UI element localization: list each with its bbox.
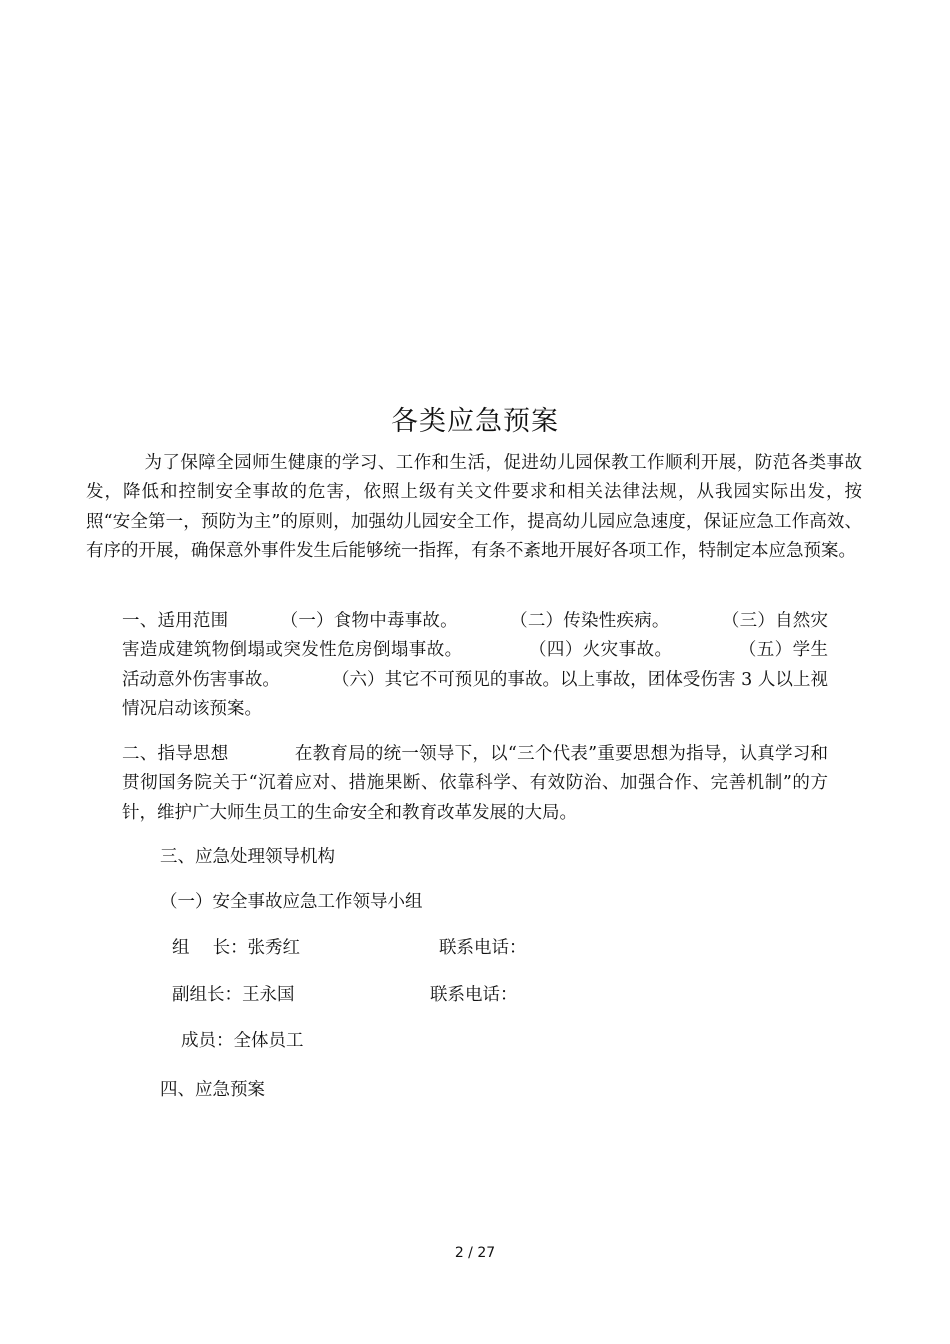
- guide-heading: 二、指导思想: [122, 744, 229, 764]
- scope-item: （一）食物中毒事故。: [280, 611, 458, 631]
- scope-item: （五）学生活动意外伤害事故。: [122, 640, 829, 690]
- plan-heading: 四、应急预案: [160, 1080, 265, 1100]
- members-line: 成员：全体员工: [181, 1031, 304, 1051]
- organization-heading: 三、应急处理领导机构: [160, 847, 335, 867]
- scope-item: （六）其它不可预见的事故。以上事故，团体受伤害 3 人以上视情况启动该预案。: [122, 669, 829, 719]
- intro-paragraph: [86, 449, 862, 567]
- scope-item: （二）传染性疾病。: [509, 611, 670, 631]
- scope-item: （三）自然灾害造成建筑物倒塌或突发性危房倒塌事故。: [122, 611, 829, 661]
- deputy-line: 副组长：王永国: [172, 985, 295, 1005]
- guide-text: 在教育局的统一领导下，以“三个代表”重要思想为指导，认真学习和贯彻国务院关于“沉着应对、措施果断、依靠科学、有效防治、加强合作、完善机制”的方针，维护广大师生员工的生命安全和教育改革发展的大局。: [122, 744, 828, 823]
- document-title: 各类应急预案: [391, 406, 559, 437]
- deputy-phone: 联系电话：: [430, 985, 518, 1005]
- scope-item: （四）火灾事故。: [528, 640, 673, 661]
- group-title: （一）安全事故应急工作领导小组: [160, 892, 423, 912]
- page-number: 2 / 27: [454, 1245, 496, 1261]
- intro-text: 为了保障全园师生健康的学习、工作和生活，促进幼儿园保教工作顺利开展，防范各类事故发，降低和控制安全事故的危害，依照上级有关文件要求和相关法律法规，从我园实际出发，按照“安全第一，预防为主”的原则，加强幼儿园安全工作，提高幼儿园应急速度，保证应急工作高效、有序的开展，确保意外事件发生后能够统一指挥，有条不紊地开展好各项工作，特制定本应急预案。: [86, 453, 862, 562]
- scope-paragraph: [122, 607, 828, 724]
- guide-paragraph: [122, 740, 828, 828]
- leader-line: 组 长：张秀红: [172, 938, 301, 958]
- scope-heading: 一、适用范围: [122, 611, 229, 631]
- leader-phone: 联系电话：: [439, 938, 527, 958]
